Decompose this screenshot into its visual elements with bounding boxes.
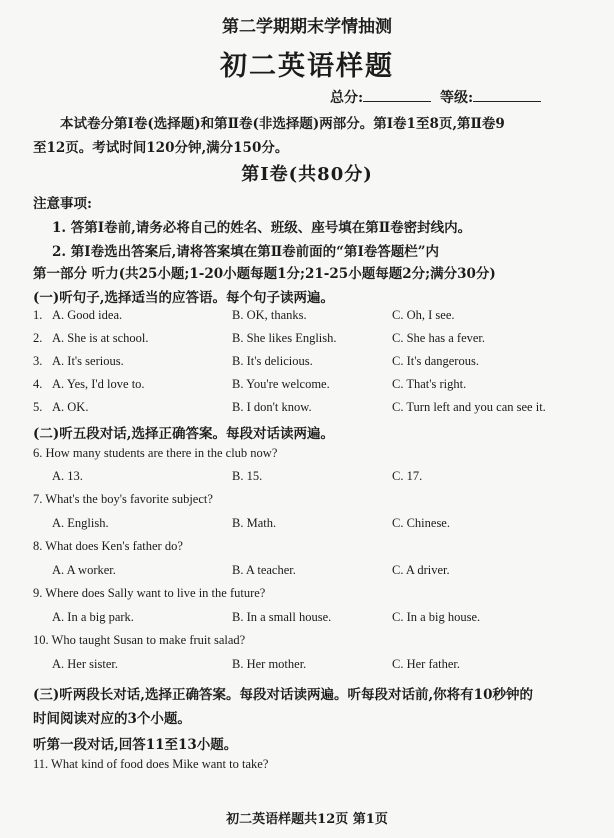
total-score-label: 总分: xyxy=(330,90,364,106)
option-a: A. Yes, I'd love to. xyxy=(52,377,145,391)
option-c: C. In a big house. xyxy=(392,610,481,624)
option-c: C. Chinese. xyxy=(392,516,450,530)
option-b: B. In a small house. xyxy=(232,610,332,624)
question-number: 4. xyxy=(33,377,43,391)
question-stem: 9. Where does Sally want to live in the future? xyxy=(33,586,266,600)
section1-sub2: (二)听五段对话,选择正确答案。每段对话读两遍。 xyxy=(33,426,334,442)
question-stem: 10. Who taught Susan to make fruit salad? xyxy=(33,633,246,647)
intro-line-2: 至12页。考试时间120分钟,满分150分。 xyxy=(33,140,289,156)
question-stem: 7. What's the boy's favorite subject? xyxy=(33,492,213,506)
section1-sub3-line1: (三)听两段长对话,选择正确答案。每段对话读两遍。听每段对话前,你将有10秒钟的 xyxy=(33,687,533,703)
notes-item-1: 1. 答第Ⅰ卷前,请务必将自己的姓名、班级、座号填在第Ⅱ卷密封线内。 xyxy=(52,220,472,236)
section1-sub3-line2: 时间阅读对应的3个小题。 xyxy=(33,711,191,727)
grade-field xyxy=(440,87,541,107)
option-b: B. A teacher. xyxy=(232,563,296,577)
exam-subtitle: 第二学期期末学情抽测 xyxy=(222,17,392,37)
option-b: B. I don't know. xyxy=(232,400,312,414)
question-number: 1. xyxy=(33,308,43,322)
question-stem: 6. How many students are there in the club now? xyxy=(33,446,278,460)
option-b: B. You're welcome. xyxy=(232,377,330,391)
option-c: C. She has a fever. xyxy=(392,331,486,345)
option-b: B. She likes English. xyxy=(232,331,337,345)
question-stem: 11. What kind of food does Mike want to take? xyxy=(33,757,269,771)
option-a: A. In a big park. xyxy=(52,610,134,624)
part1-title: 第Ⅰ卷(共80分) xyxy=(241,164,373,185)
option-a: A. English. xyxy=(52,516,109,530)
option-a: A. Her sister. xyxy=(52,657,118,671)
option-a: A. Good idea. xyxy=(52,308,123,322)
option-c: C. Oh, I see. xyxy=(392,308,455,322)
option-b: B. Math. xyxy=(232,516,277,530)
notes-heading: 注意事项: xyxy=(33,196,92,212)
question-stem: 8. What does Ken's father do? xyxy=(33,539,183,553)
option-a: A. OK. xyxy=(52,400,89,414)
option-c: C. That's right. xyxy=(392,377,467,391)
option-a: A. A worker. xyxy=(52,563,116,577)
question-number: 3. xyxy=(33,354,43,368)
grade-label: 等级: xyxy=(440,90,474,106)
total-score-blank[interactable] xyxy=(363,87,431,102)
option-b: B. 15. xyxy=(232,469,263,483)
grade-blank[interactable] xyxy=(473,87,541,102)
option-c: C. It's dangerous. xyxy=(392,354,479,368)
dialog1-instruction: 听第一段对话,回答11至13小题。 xyxy=(33,737,238,753)
section1-heading: 第一部分 听力(共25小题;1-20小题每题1分;21-25小题每题2分;满分30分) xyxy=(33,266,496,282)
notes-item-2: 2. 第Ⅰ卷选出答案后,请将答案填在第Ⅱ卷前面的“第Ⅰ卷答题栏”内 xyxy=(52,244,440,260)
section1-sub1: (一)听句子,选择适当的应答语。每个句子读两遍。 xyxy=(33,290,334,306)
intro-line-1: 本试卷分第Ⅰ卷(选择题)和第Ⅱ卷(非选择题)两部分。第Ⅰ卷1至8页,第Ⅱ卷9 xyxy=(60,116,505,132)
question-number: 2. xyxy=(33,331,43,345)
option-c: C. Her father. xyxy=(392,657,461,671)
total-score-field xyxy=(330,87,431,107)
option-b: B. OK, thanks. xyxy=(232,308,307,322)
option-c: C. 17. xyxy=(392,469,423,483)
option-c: C. Turn left and you can see it. xyxy=(392,400,546,414)
option-c: C. A driver. xyxy=(392,563,450,577)
option-a: A. 13. xyxy=(52,469,83,483)
option-b: B. Her mother. xyxy=(232,657,307,671)
page-title: 初二英语样题 xyxy=(220,51,394,82)
option-a: A. She is at school. xyxy=(52,331,149,345)
page-footer: 初二英语样题共12页 第1页 xyxy=(226,812,388,827)
option-b: B. It's delicious. xyxy=(232,354,313,368)
option-a: A. It's serious. xyxy=(52,354,124,368)
question-number: 5. xyxy=(33,400,43,414)
